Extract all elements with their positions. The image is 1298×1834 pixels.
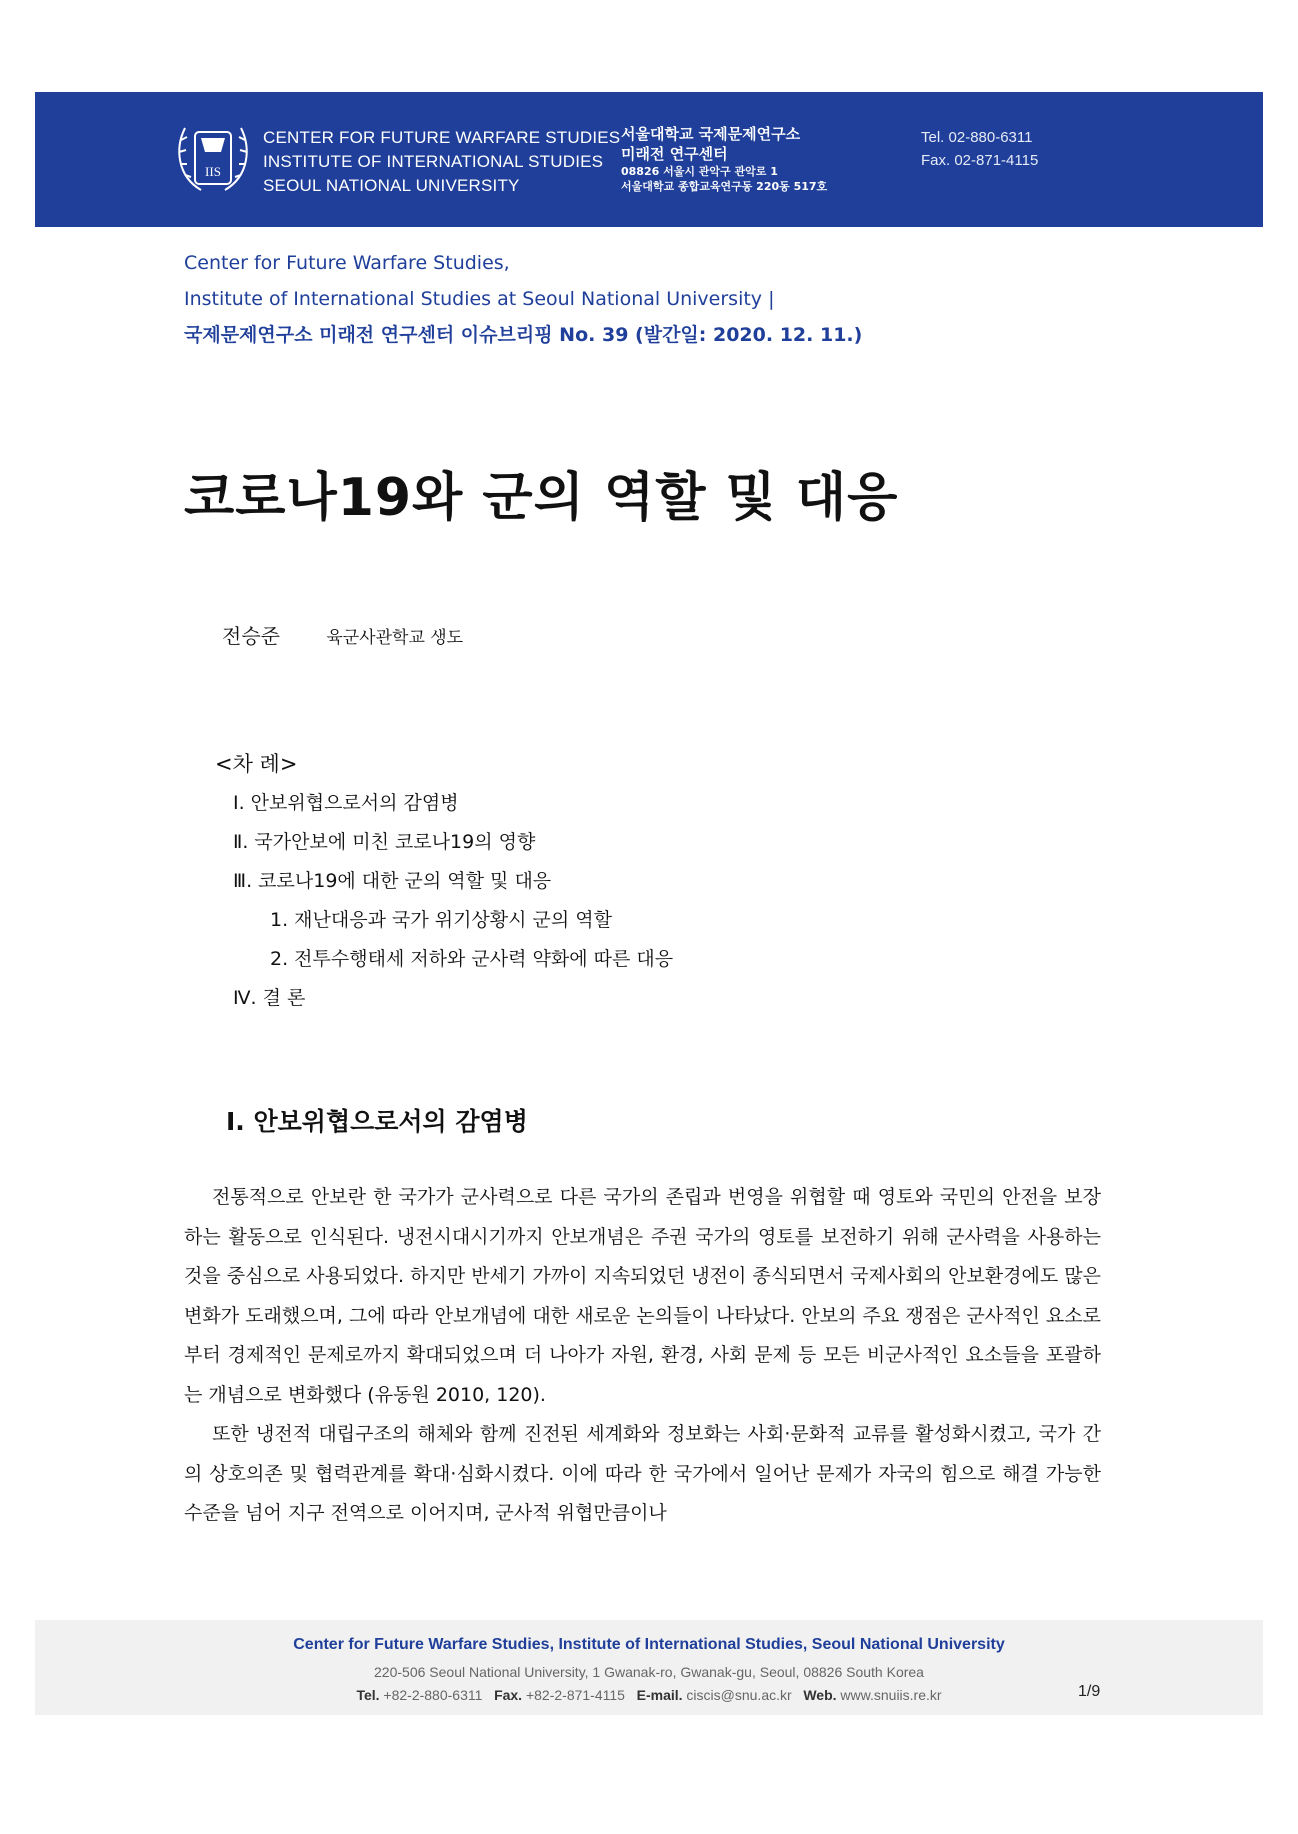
page-footer <box>35 1620 1263 1715</box>
toc-item: Ⅰ. 안보위협으로서의 감염병 <box>233 792 459 814</box>
section-heading: Ⅰ. 안보위협으로서의 감염병 <box>226 1107 528 1136</box>
toc-item: Ⅲ. 코로나19에 대한 군의 역할 및 대응 <box>233 870 552 892</box>
paragraph: 또한 냉전적 대립구조의 해체와 함께 진전된 세계화와 정보화는 사회·문화적 교류를 활성화시켰고, 국가 간의 상호의존 및 협력관계를 확대·심화시켰다. 이에 따라 한 국가에서 일어난 문제가 자국의 힘으로 해결 가능한 수준을 넘어 지구 전역으로 이어지며, 군사적 위협만큼이나 <box>184 1423 1101 1524</box>
table-of-contents <box>215 745 673 1018</box>
toc-item: Ⅱ. 국가안보에 미친 코로나19의 영향 <box>233 831 536 853</box>
body-text <box>184 1178 1101 1534</box>
author-name: 전승준 <box>222 624 280 648</box>
footer-email[interactable]: ciscis@snu.ac.kr <box>686 1687 792 1703</box>
page-number: 1/9 <box>1078 1683 1101 1700</box>
toc-heading: <차 례> <box>215 752 298 776</box>
toc-item: 2. 전투수행태세 저하와 군사력 약화에 따른 대응 <box>270 948 674 970</box>
header-banner <box>35 92 1263 227</box>
paragraph: 전통적으로 안보란 한 국가가 군사력으로 다른 국가의 존립과 번영을 위협할 때 영토와 국민의 안전을 보장하는 활동으로 인식된다. 냉전시대시기까지 안보개념은 주권 국가의 영토를 보전하기 위해 군사력을 사용하는 것을 중심으로 사용되었다. 하지만 반세기 가까이 지속되었던 냉전이 종식되면서 국제사회의 안보환경에도 많은 변화가 도래했으며, 그에 따라 안보개념에 대한 새로운 논의들이 나타났다. 안보의 주요 쟁점은 군사적인 요소로부터 경제적인 문제로까지 확대되었으며 더 나아가 자원, 환경, 사회 문제 등 모든 비군사적인 요소들을 포괄하는 개념으로 변화했다 (유동원 2010, 120). <box>184 1186 1101 1406</box>
header-contact <box>921 126 1038 172</box>
snu-emblem-icon <box>171 118 255 198</box>
toc-item: Ⅳ. 결 론 <box>233 987 306 1009</box>
footer-web-link[interactable]: www.snuiis.re.kr <box>840 1687 942 1703</box>
toc-item: 1. 재난대응과 국가 위기상황시 군의 역할 <box>270 909 612 931</box>
document-title: 코로나19와 군의 역할 및 대응 <box>184 468 899 528</box>
org-name-korean: 서울대학교 국제문제연구소 미래전 연구센터 08826 서울시 관악구 관악로 1 서울대학교 종합교육연구동 220동 517호 <box>621 125 828 193</box>
footer-org: Center for Future Warfare Studies, Institute of International Studies, Seoul National University <box>293 1636 1005 1653</box>
svg-text:IIS: IIS <box>205 164 221 179</box>
author-line <box>222 620 463 649</box>
footer-address: 220-506 Seoul National University, 1 Gwanak-ro, Gwanak-gu, Seoul, 08826 South Korea <box>374 1664 924 1680</box>
author-affiliation: 육군사관학교 생도 <box>326 628 464 648</box>
header-fax: Fax. 02-871-4115 <box>921 152 1039 169</box>
issue-info: Center for Future Warfare Studies, Institute of International Studies at Seoul National University | 국제문제연구소 미래전 연구센터 이슈브리핑 No. 39 (발간일: 2020. 12. 11.) <box>184 252 863 346</box>
footer-contact: Tel. +82-2-880-6311 Fax. +82-2-871-4115 E-mail. ciscis@snu.ac.kr Web. www.snuiis.re.kr <box>356 1687 942 1703</box>
header-tel: Tel. 02-880-6311 <box>921 129 1033 146</box>
org-name-english: CENTER FOR FUTURE WARFARE STUDIES INSTITUTE OF INTERNATIONAL STUDIES SEOUL NATIONAL UNIVERSITY <box>263 128 621 195</box>
